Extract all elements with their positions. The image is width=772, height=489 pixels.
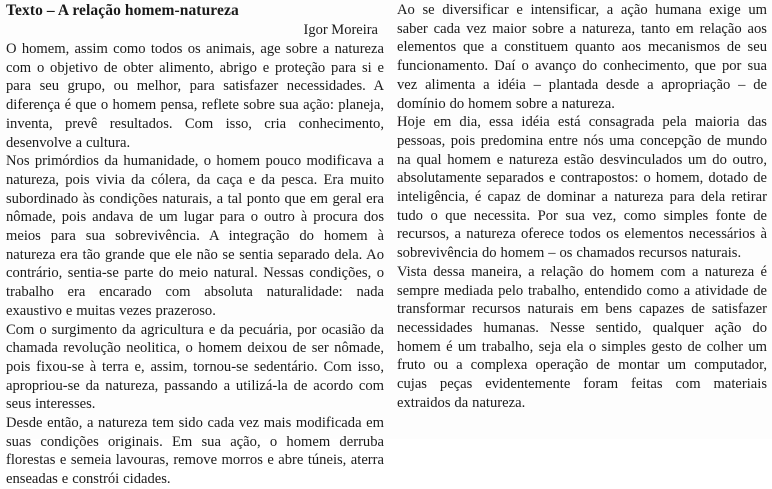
page-title: Texto – A relação homem-natureza	[6, 2, 239, 19]
paragraph: Ao se diversificar e intensificar, a ação humana exige um saber cada vez maior sobre a natureza, tanto em relação aos elementos que a constituem quanto aos mecanismos de seu funcionamento. Daí o avanço do conhecimento, que por sua vez alimenta a idéia – plantada desde a apropriação – de domínio do homem sobre a natureza.	[397, 2, 767, 112]
paragraph: Com o surgimento da agricultura e da pecuária, por ocasião da chamada revolução neolitica, o homem deixou de ser nômade, pois fixou-se à terra e, assim, tornou-se sedentário. Com isso, apropriou-se da natureza, passando a utilizá-la de acordo com seus interesses.	[6, 321, 384, 413]
paragraph: Vista dessa maneira, a relação do homem com a natureza é sempre mediada pelo trabalho, entendido como a atividade de transformar recursos naturais em bens capazes de satisfazer necessidades humanas. Nesse sentido, qualquer ação do homem é um trabalho, seja ela o simples gesto de colher um fruto ou a complexa operação de montar um computador, cujas peças evidentemente foram feitas com materiais extraidos da natureza.	[397, 263, 767, 411]
paragraph: Desde então, a natureza tem sido cada vez mais modificada em suas condições originais. Em sua ação, o homem derruba florestas e semeia lavouras, remove morros e abre túneis, aterra enseadas e constrói cidades.	[6, 415, 384, 488]
paragraph: Hoje em dia, essa idéia está consagrada pela maioria das pessoas, pois predomina entre nós uma concepção de mundo na qual homem e natureza estão desvinculados um do outro, absolutamente separados e contrapostos: o homem, dotado de inteligência, é capaz de dominar a natureza para dela retirar tudo o que necessita. Por sua vez, como simples fonte de recursos, a natureza oferece todos os elementos necessários à sobrevivência do homem – os chamados recursos naturais.	[397, 114, 767, 262]
author-byline: Igor Moreira	[303, 22, 378, 38]
text-column-right	[397, 0, 767, 412]
paragraph: O homem, assim como todos os animais, age sobre a natureza com o objetivo de obter alimento, abrigo e proteção para si e para seu grupo, ou melhor, para satisfazer necessidades. A diferença é que o homem pensa, reflete sobre sua ação: planeja, inventa, prevê resultados. Com isso, cria conhecimento, desenvolve a cultura.	[6, 41, 384, 151]
paragraph: Nos primórdios da humanidade, o homem pouco modificava a natureza, pois vivia da cólera, da caça e da pesca. Era muito subordinado às condições naturais, a tal ponto que em geral era nômade, pois andava de um lugar para o outro à procura dos meios para sua sobrevivência. A integração do homem à natureza era tão grande que ele não se sentia separado dela. Ao contrário, sentia-se parte do meio natural. Nessas condições, o trabalho era encarado com absoluta naturalidade: nada exaustivo e muitas vezes prazeroso.	[6, 153, 384, 319]
text-column-left	[6, 0, 384, 489]
